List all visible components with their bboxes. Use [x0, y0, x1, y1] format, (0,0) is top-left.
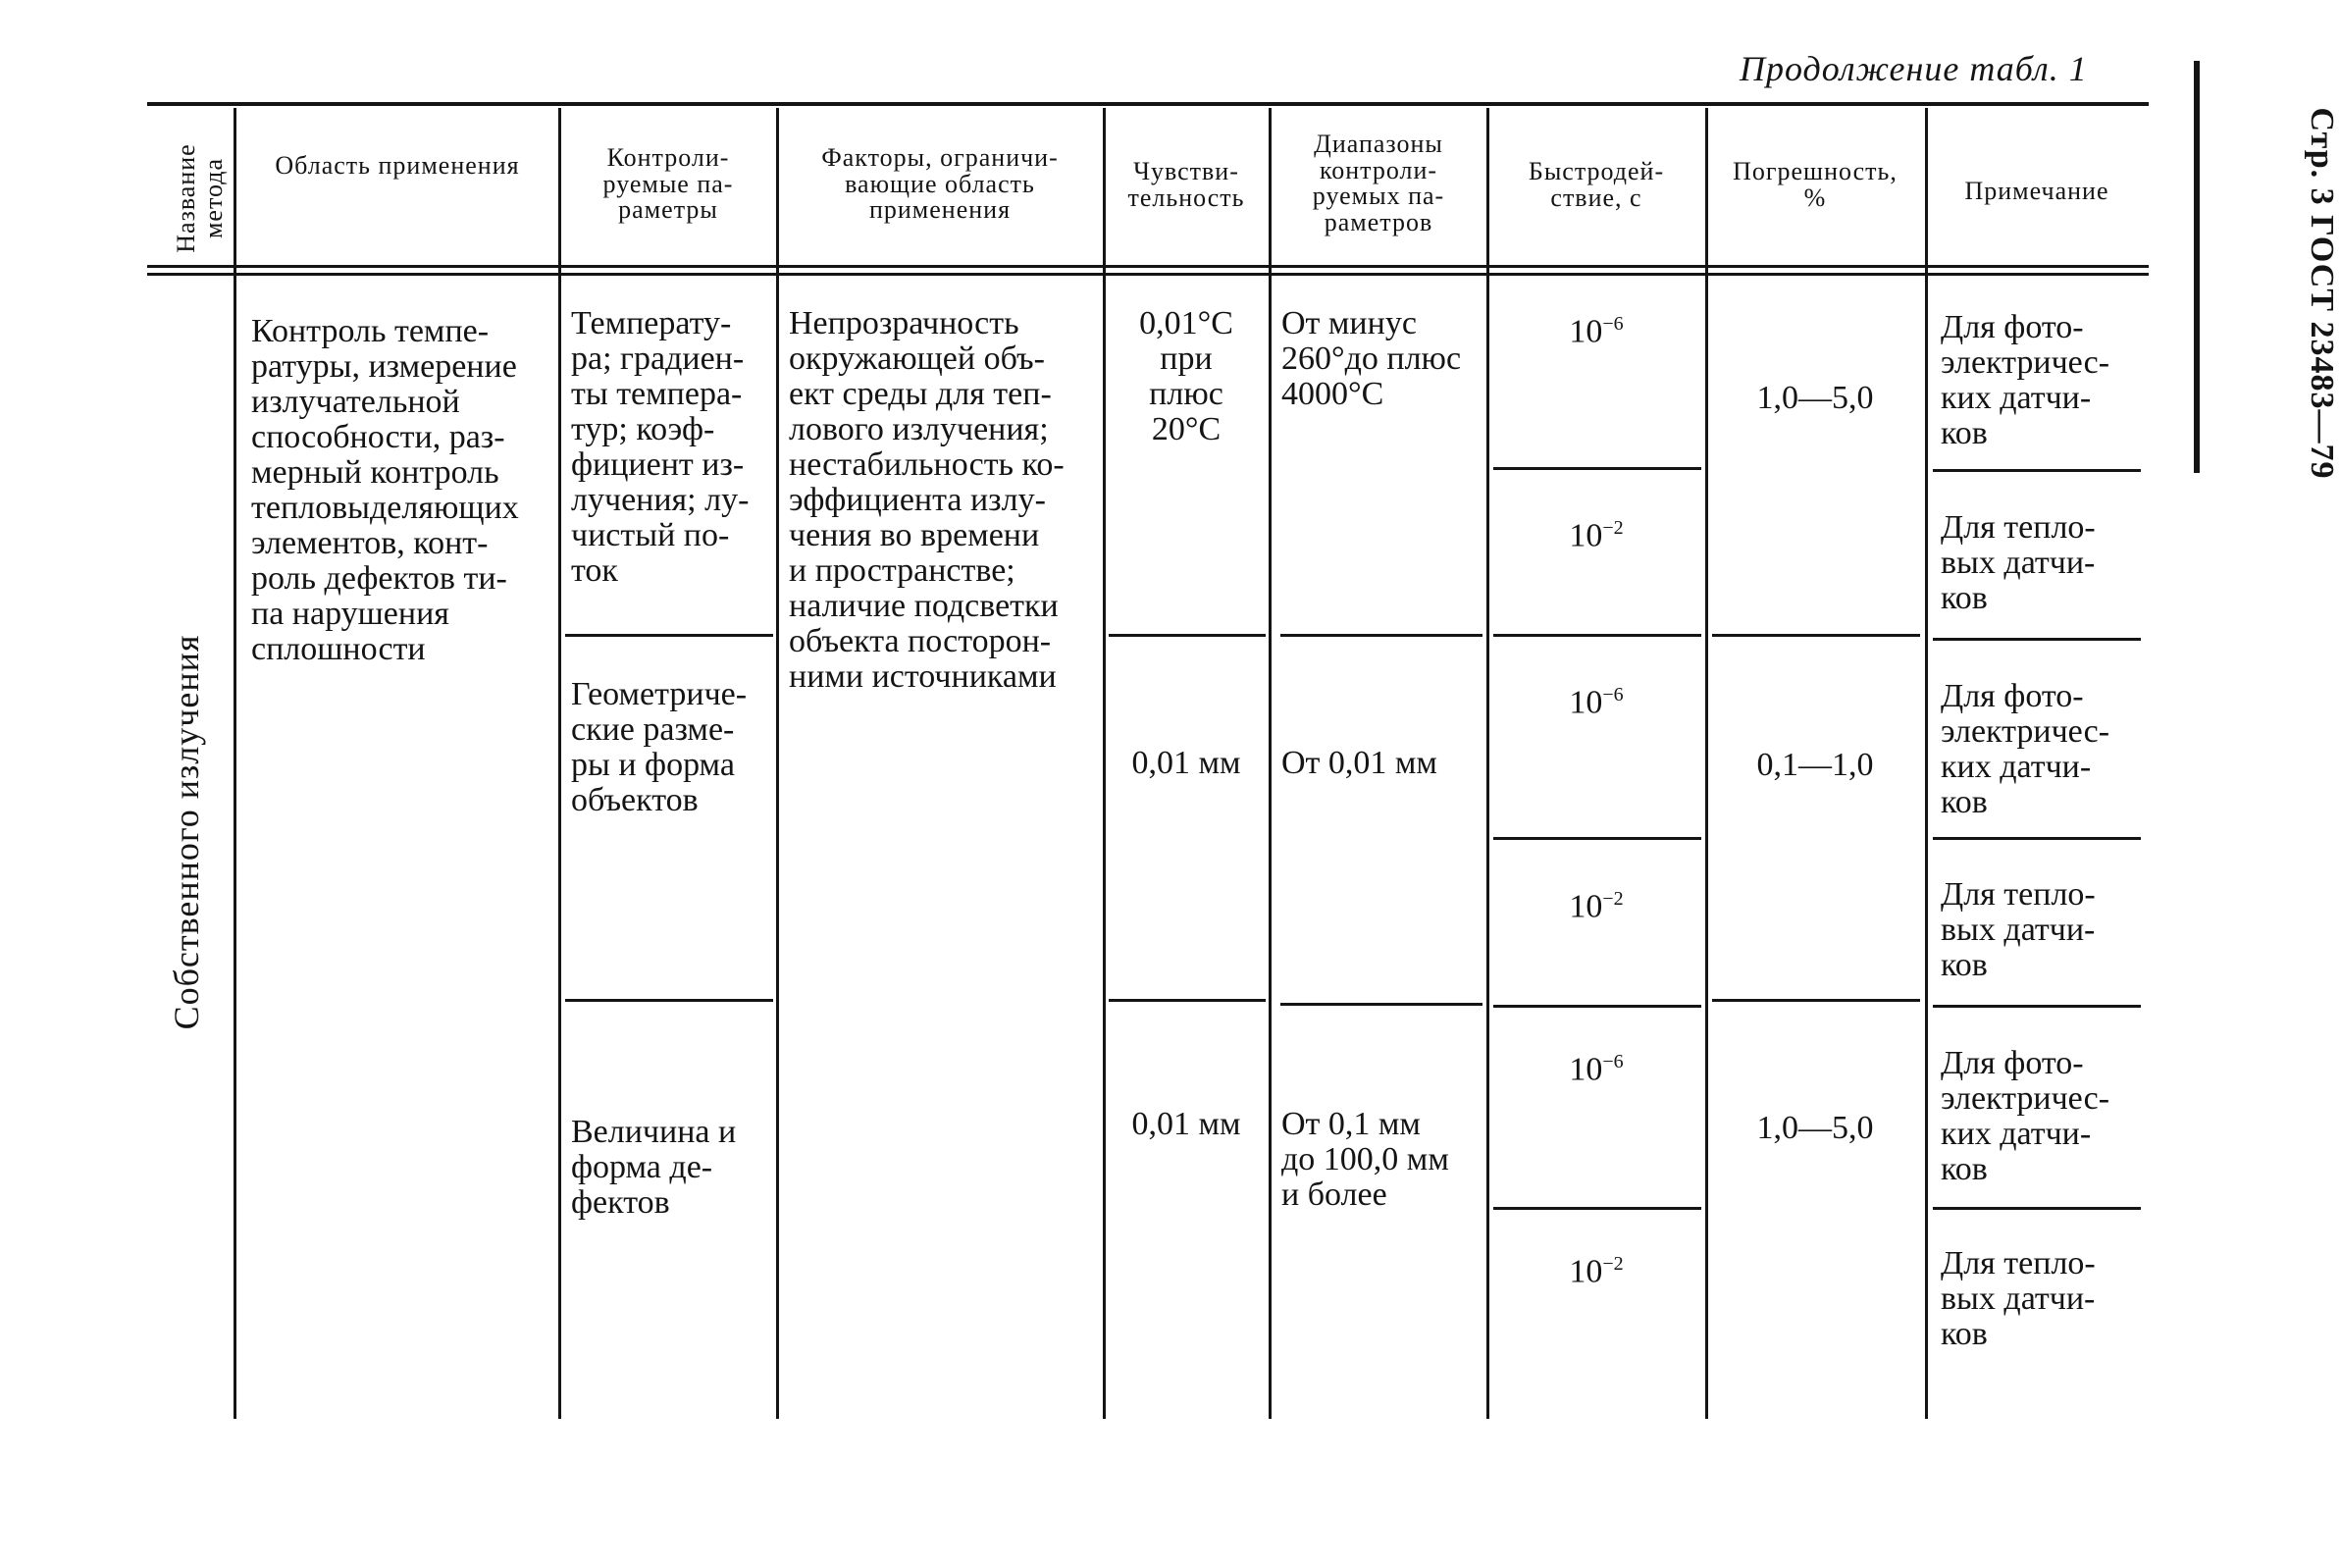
col-header-ranges: Диапазоны контроли- руемых па- раметров	[1312, 130, 1445, 236]
row3-error-cell: 1,0—5,0	[1756, 1110, 1874, 1146]
col-header-method: Название метода	[172, 143, 228, 253]
row-separator-speed-1	[1493, 634, 1701, 637]
row3-speed-photo: $10^{-6}$	[1569, 1051, 1624, 1088]
row-separator-error-1	[1712, 634, 1920, 637]
header-bottom-rule-1	[147, 265, 2149, 268]
note-sub-separator-2	[1933, 837, 2141, 840]
row-separator-param-2	[565, 999, 773, 1002]
row2-note-photo: Для фото- электричес- ких датчи- ков	[1941, 678, 2110, 820]
col-divider-2	[558, 108, 561, 1419]
row2-range-cell: От 0,01 мм	[1281, 745, 1437, 781]
area-cell: Контроль темпе- ратуры, измерение излучательной способности, раз- мерный контроль тепловыделяющих элементов, конт- роль дефектов ти- па нарушения сплошности	[251, 313, 519, 667]
row2-note-thermal: Для тепло- вых датчи- ков	[1941, 876, 2096, 983]
row1-sensitivity-cell: 0,01°С при плюс 20°С	[1139, 305, 1233, 447]
row2-sensitivity-cell: 0,01 мм	[1131, 745, 1241, 781]
col-divider-6	[1486, 108, 1489, 1419]
speed-sub-separator-2	[1493, 837, 1701, 840]
table-continuation-caption: Продолжение табл. 1	[1740, 49, 2088, 88]
col-header-params: Контроли- руемые па- раметры	[602, 143, 734, 225]
row-separator-speed-2	[1493, 1005, 1701, 1008]
col-header-area: Область применения	[275, 151, 520, 180]
factors-cell: Непрозрачность окружающей объ- ект среды для теп- лового излучения; нестабильность ко- эффициента излу- чения во времени и пространстве; наличие подсветки объекта посторон- ними источниками	[789, 305, 1065, 695]
row1-range-cell: От минус 260°до плюс 4000°С	[1281, 305, 1462, 412]
col-header-error: Погрешность, %	[1733, 157, 1898, 212]
row-separator-sens-1	[1109, 634, 1266, 637]
row-separator-note-2	[1933, 1005, 2141, 1008]
row1-speed-thermal: $10^{-2}$	[1569, 517, 1624, 554]
row1-note-photo: Для фото- электричес- ких датчи- ков	[1941, 309, 2110, 451]
row1-error-cell: 1,0—5,0	[1756, 380, 1874, 416]
row-separator-range-2	[1280, 1003, 1482, 1006]
speed-sub-separator-1	[1493, 467, 1701, 470]
row2-speed-photo: $10^{-6}$	[1569, 684, 1624, 721]
method-name-cell: Собственного излучения	[167, 634, 206, 1030]
col-divider-8	[1925, 108, 1928, 1419]
speed-sub-separator-3	[1493, 1207, 1701, 1210]
row1-note-thermal: Для тепло- вых датчи- ков	[1941, 509, 2096, 616]
col-header-factors: Факторы, ограничи- вающие область применения	[821, 143, 1059, 225]
row3-speed-thermal: $10^{-2}$	[1569, 1253, 1624, 1290]
note-sub-separator-3	[1933, 1207, 2141, 1210]
row-separator-range-1	[1280, 634, 1482, 637]
row1-speed-photo: $10^{-6}$	[1569, 313, 1624, 350]
row2-param-cell: Геометриче- ские разме- ры и форма объектов	[571, 676, 748, 818]
row3-note-photo: Для фото- электричес- ких датчи- ков	[1941, 1045, 2110, 1187]
note-sub-separator-1	[1933, 469, 2141, 472]
col-divider-3	[776, 108, 779, 1419]
header-bottom-rule-2	[147, 273, 2149, 276]
row-separator-note-1	[1933, 638, 2141, 641]
row2-error-cell: 0,1—1,0	[1756, 747, 1874, 783]
row-separator-sens-2	[1109, 999, 1266, 1002]
row3-sensitivity-cell: 0,01 мм	[1131, 1106, 1241, 1142]
col-divider-5	[1269, 108, 1272, 1419]
row1-param-cell: Температу- ра; градиен- ты темпера- тур; коэф- фициент из- лучения; лу- чистый по- ток	[571, 305, 750, 589]
row2-speed-thermal: $10^{-2}$	[1569, 888, 1624, 925]
row3-note-thermal: Для тепло- вых датчи- ков	[1941, 1245, 2096, 1352]
col-divider-7	[1705, 108, 1708, 1419]
col-header-speed: Быстродей- ствие, с	[1528, 157, 1665, 212]
col-divider-4	[1103, 108, 1106, 1419]
col-header-sensitivity: Чувстви- тельность	[1127, 157, 1245, 212]
col-divider-1	[234, 108, 236, 1419]
row-separator-error-2	[1712, 999, 1920, 1002]
col-header-note: Примечание	[1964, 177, 2109, 205]
row3-param-cell: Величина и форма де- фектов	[571, 1114, 737, 1221]
row-separator-param-1	[565, 634, 773, 637]
side-rule	[2194, 61, 2200, 473]
page-side-label: Стр. 3 ГОСТ 23483—79	[2304, 107, 2340, 480]
row3-range-cell: От 0,1 мм до 100,0 мм и более	[1281, 1106, 1449, 1213]
table-top-rule	[147, 102, 2149, 106]
